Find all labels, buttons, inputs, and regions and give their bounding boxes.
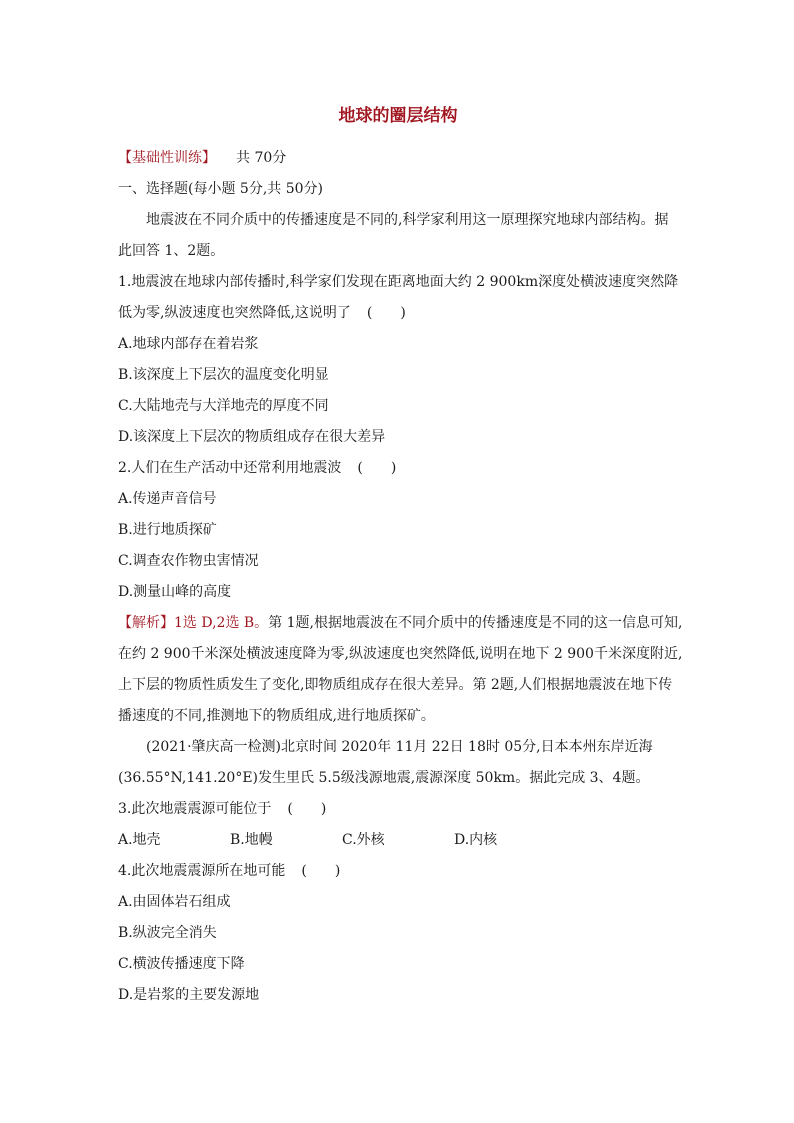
- analysis-answer: 1选 D,2选 B。: [174, 615, 269, 631]
- q3-option-b: B.地幔: [230, 832, 273, 848]
- q1-option-a: A.地球内部存在着岩浆: [118, 336, 259, 352]
- page-title: 地球的圈层结构: [338, 106, 458, 126]
- q1-option-d: D.该深度上下层次的物质组成存在很大差异: [118, 429, 386, 445]
- q4-option-b: B.纵波完全消失: [118, 925, 217, 941]
- q3-options-row: [118, 825, 678, 856]
- q1-stem-line1: 1.地震波在地球内部传播时,科学家们发现在距离地面大约 2 900km深度处横波速度突然降: [118, 274, 679, 290]
- q3-option-c: C.外核: [342, 832, 385, 848]
- q3-answer-blank: ( ): [287, 801, 327, 817]
- q1-answer-blank: ( ): [366, 305, 406, 321]
- analysis-text-1: 第 1题,根据地震波在不同介质中的传播速度是不同的这一信息可知,: [268, 615, 683, 631]
- title-spacer: [118, 129, 678, 143]
- q2-option-b: B.进行地质探矿: [118, 522, 217, 538]
- q3-stem-text: 3.此次地震震源可能位于: [118, 801, 272, 817]
- analysis-line2: 在约 2 900千米深处横波速度降为零,纵波速度也突然降低,说明在地下 2 900千米深度附近,: [118, 646, 683, 662]
- q2-option-d: D.测量山峰的高度: [118, 584, 232, 600]
- q1-option-c: C.大陆地壳与大洋地壳的厚度不同: [118, 398, 329, 414]
- analysis-line4: 播速度的不同,推测地下的物质组成,进行地质探矿。: [118, 708, 435, 724]
- section-score: 共 70分: [236, 150, 287, 166]
- q1-stem-line2: [118, 298, 678, 329]
- q4-answer-blank: ( ): [301, 863, 341, 879]
- section-tag: 【基础性训练】: [118, 150, 216, 166]
- q4-stem: [118, 856, 678, 887]
- q2-stem: [118, 453, 678, 484]
- q4-option-d: D.是岩浆的主要发源地: [118, 987, 260, 1003]
- q1-option-b: B.该深度上下层次的温度变化明显: [118, 367, 329, 383]
- q4-option-a: A.由固体岩石组成: [118, 894, 231, 910]
- q1-stem-text: 低为零,纵波速度也突然降低,这说明了: [118, 305, 351, 321]
- intro1-line2: 此回答 1、2题。: [118, 243, 225, 259]
- q3-option-a: A.地壳: [118, 832, 161, 848]
- intro2-line2: (36.55°N,141.20°E)发生里氏 5.5级浅源地震,震源深度 50km。据此完成 3、4题。: [118, 770, 650, 786]
- q4-option-c: C.横波传播速度下降: [118, 956, 245, 972]
- analysis-tag: 【解析】: [118, 615, 174, 631]
- analysis-line1: [118, 608, 683, 639]
- intro2-line1: (2021·肇庆高一检测)北京时间 2020年 11月 22日 18时 05分,日本本州东岸近海: [146, 739, 653, 755]
- document-page: [118, 100, 683, 1011]
- q3-option-d: D.内核: [454, 832, 498, 848]
- q2-stem-text: 2.人们在生产活动中还常利用地震波: [118, 460, 342, 476]
- q4-stem-text: 4.此次地震震源所在地可能: [118, 863, 286, 879]
- intro1-line1: 地震波在不同介质中的传播速度是不同的,科学家利用这一原理探究地球内部结构。据: [146, 212, 669, 228]
- q2-answer-blank: ( ): [357, 460, 397, 476]
- q2-option-c: C.调查农作物虫害情况: [118, 553, 259, 569]
- section-header: [118, 143, 678, 174]
- analysis-line3: 上下层的物质性质发生了变化,即物质组成存在很大差异。第 2题,人们根据地震波在地下传: [118, 677, 673, 693]
- part-heading: 一、选择题(每小题 5分,共 50分): [118, 181, 323, 197]
- q3-stem: [118, 794, 678, 825]
- q2-option-a: A.传递声音信号: [118, 491, 217, 507]
